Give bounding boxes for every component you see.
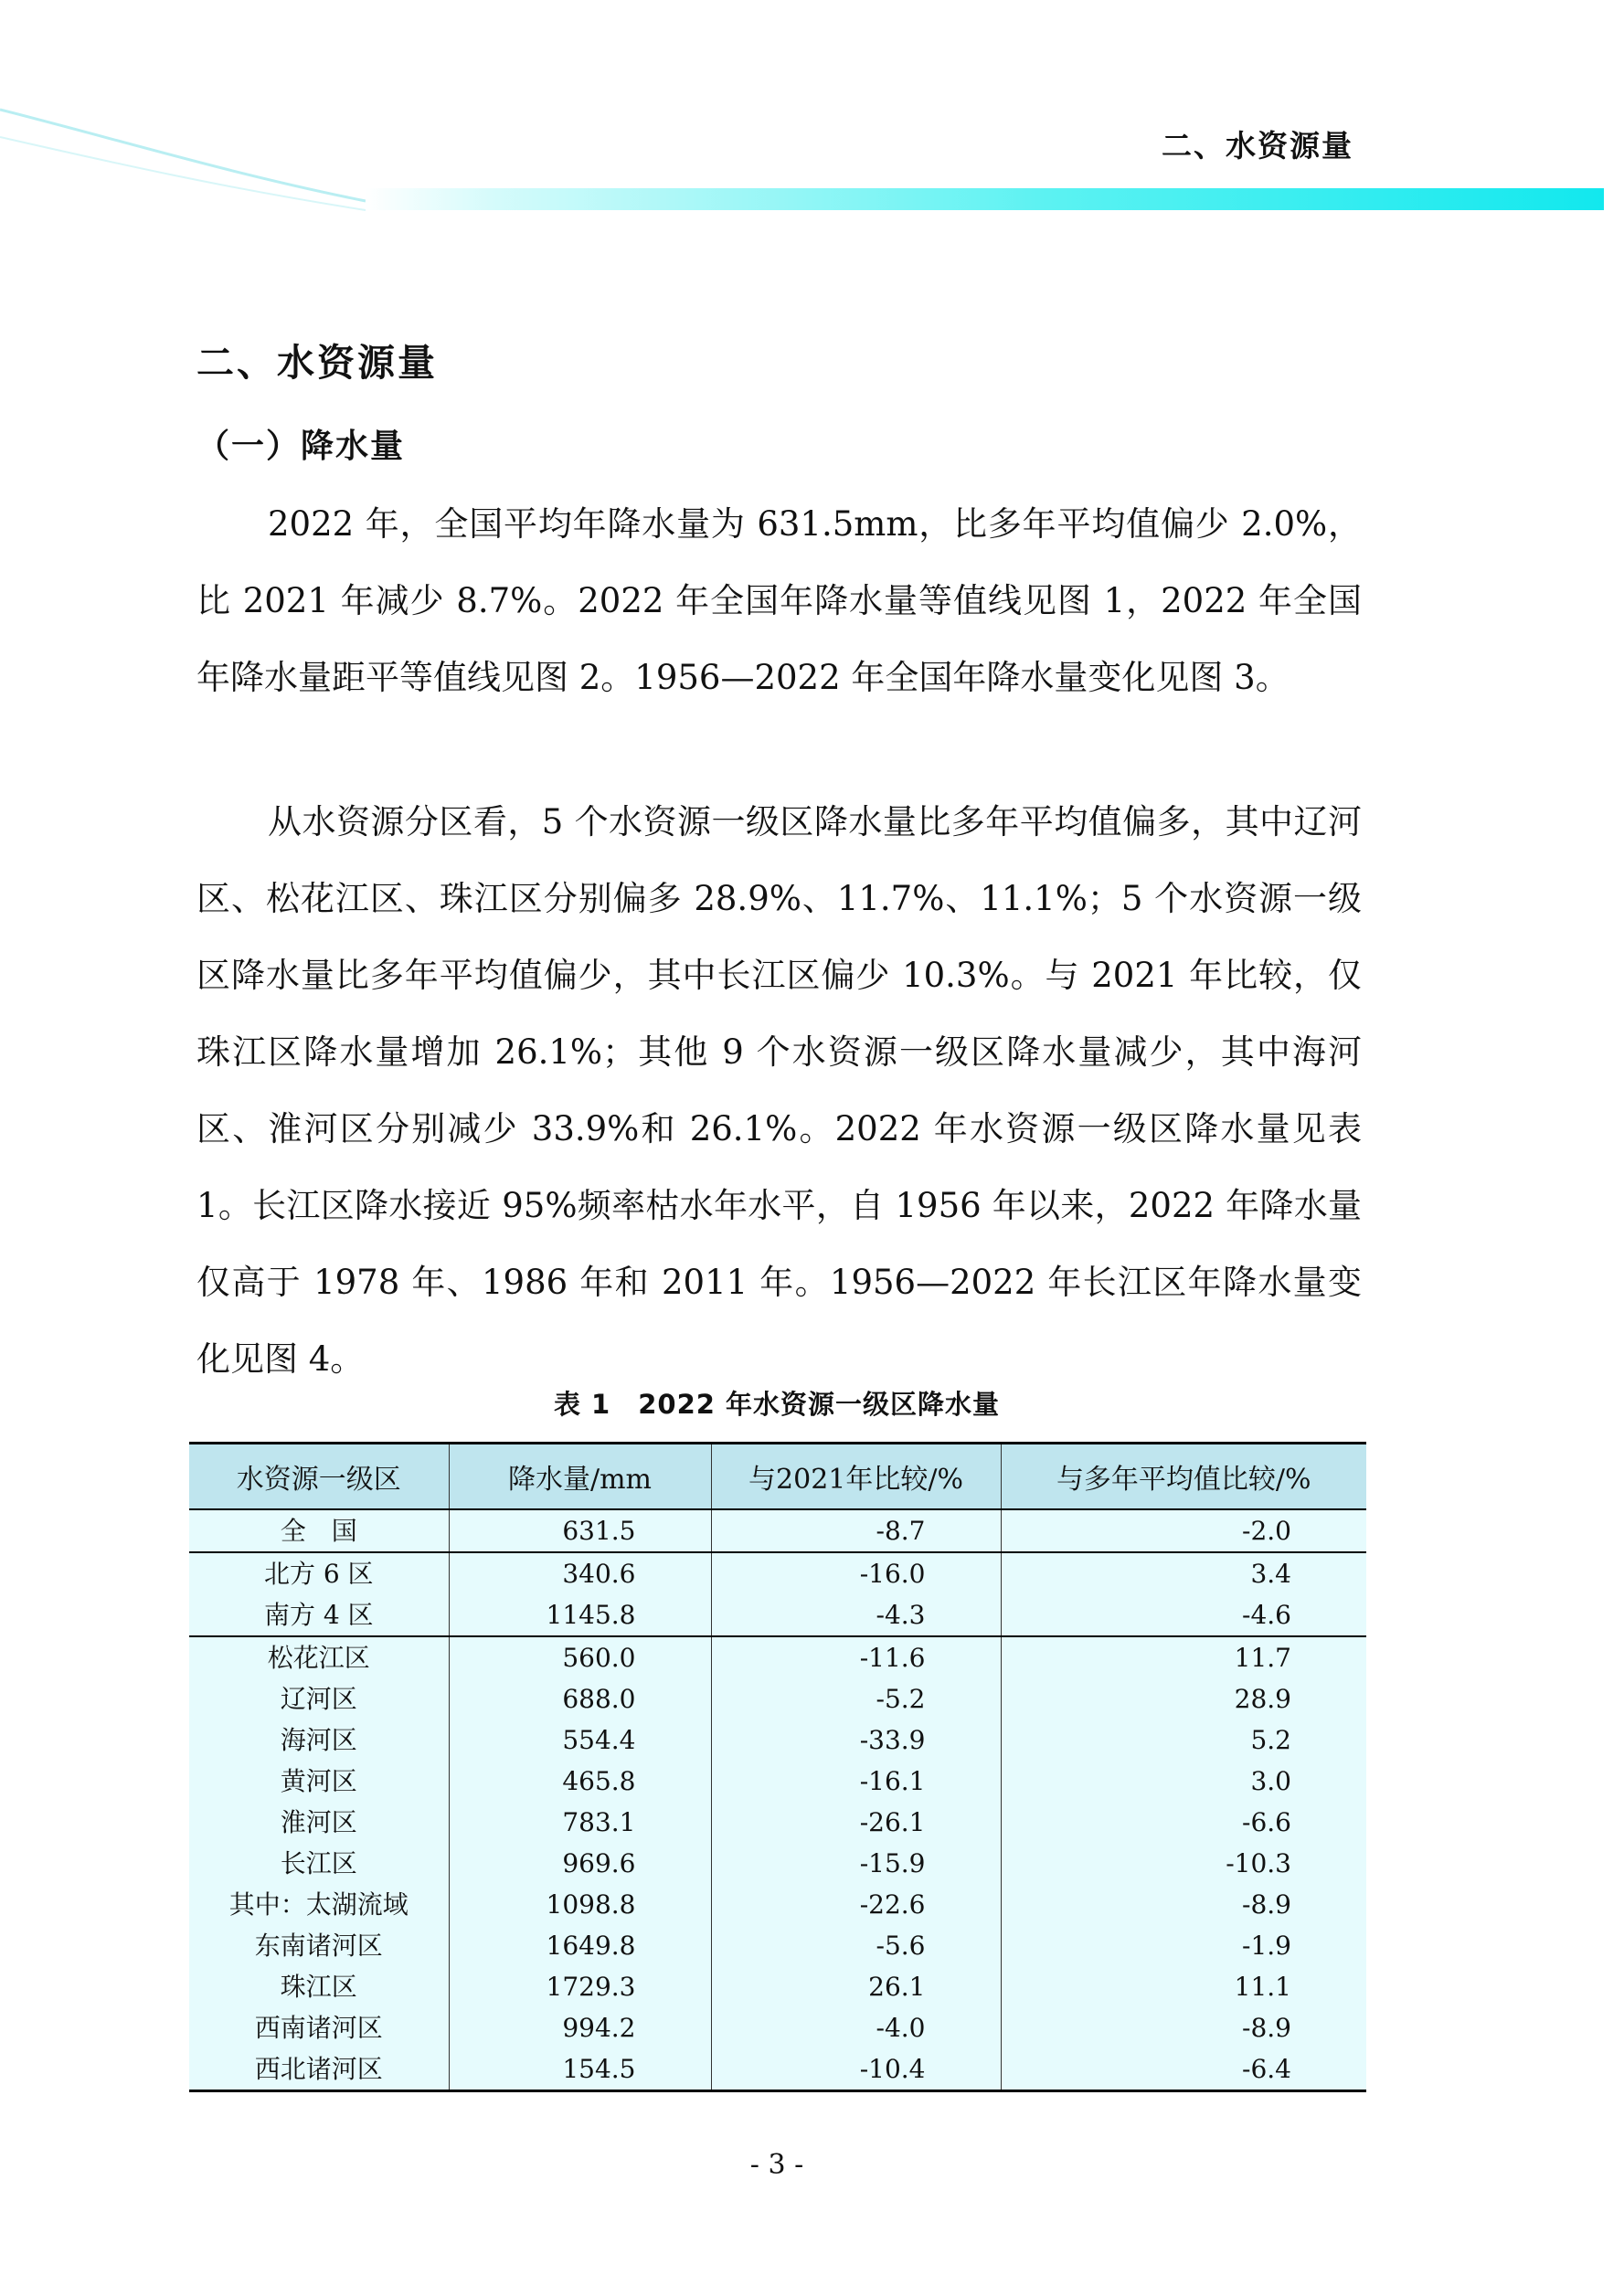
decorative-curve-lines xyxy=(0,0,384,219)
vs-average-cell: 3.0 xyxy=(1001,1761,1366,1802)
region-cell: 黄河区 xyxy=(189,1761,449,1802)
vs-2021-cell: -26.1 xyxy=(711,1802,1001,1843)
table-caption: 表 1 2022 年水资源一级区降水量 xyxy=(553,1389,1001,1420)
column-header-region: 水资源一级区 xyxy=(189,1444,449,1510)
paragraph-regional-precipitation: 从水资源分区看，5 个水资源一级区降水量比多年平均值偏多，其中辽河区、松花江区、珠江区分别偏多 28.9%、11.7%、11.1%；5 个水资源一级区降水量比多年平均值偏少，其中长江区偏少 10.3%。与 2021 年比较，仅珠江区降水量增加 26.1%；其他 9 个水资源一级区降水量减少，其中海河区、淮河区分别减少 33.9%和 26.1%。2022 年水资源一级区降水量见表 1。长江区降水接近 95%频率枯水年水平，自 1956 年以来，2022 年降水量仅高于 1978 年、1986 年和 2011 年。1956—2022 年长江区年降水量变化见图 4。 xyxy=(196,802,1362,1379)
region-cell: 辽河区 xyxy=(189,1678,449,1719)
table-row xyxy=(189,1884,1366,1925)
vs-2021-cell: -15.9 xyxy=(711,1843,1001,1884)
table-header-row xyxy=(189,1444,1366,1510)
vs-average-cell: -10.3 xyxy=(1001,1843,1366,1884)
region-cell: 珠江区 xyxy=(189,1966,449,2007)
precipitation-cell: 154.5 xyxy=(449,2048,711,2091)
page-number: - 3 - xyxy=(749,2149,804,2181)
table-row xyxy=(189,1678,1366,1719)
table-row xyxy=(189,1509,1366,1552)
vs-2021-cell: -16.0 xyxy=(711,1552,1001,1594)
precipitation-cell: 1649.8 xyxy=(449,1925,711,1966)
vs-2021-cell: -4.0 xyxy=(711,2007,1001,2048)
region-cell: 西北诸河区 xyxy=(189,2048,449,2091)
vs-2021-cell: -22.6 xyxy=(711,1884,1001,1925)
precipitation-cell: 969.6 xyxy=(449,1843,711,1884)
section-title: 二、水资源量 xyxy=(196,341,438,385)
region-cell: 其中：太湖流域 xyxy=(189,1884,449,1925)
vs-average-cell: -1.9 xyxy=(1001,1925,1366,1966)
vs-2021-cell: -8.7 xyxy=(711,1509,1001,1552)
vs-average-cell: 11.7 xyxy=(1001,1636,1366,1678)
table-row xyxy=(189,2007,1366,2048)
precipitation-cell: 554.4 xyxy=(449,1719,711,1761)
table-row xyxy=(189,1594,1366,1636)
header-accent-bar xyxy=(366,188,1604,210)
precipitation-cell: 688.0 xyxy=(449,1678,711,1719)
precipitation-cell: 1098.8 xyxy=(449,1884,711,1925)
precipitation-cell: 1145.8 xyxy=(449,1594,711,1636)
table-row xyxy=(189,1552,1366,1594)
column-header-vs-average: 与多年平均值比较/% xyxy=(1001,1444,1366,1510)
region-cell: 北方 6 区 xyxy=(189,1552,449,1594)
precipitation-cell: 465.8 xyxy=(449,1761,711,1802)
vs-average-cell: 5.2 xyxy=(1001,1719,1366,1761)
precipitation-table xyxy=(189,1442,1366,2092)
precipitation-cell: 340.6 xyxy=(449,1552,711,1594)
running-header: 二、水资源量 xyxy=(1162,128,1353,164)
precipitation-cell: 783.1 xyxy=(449,1802,711,1843)
vs-2021-cell: -11.6 xyxy=(711,1636,1001,1678)
table-row xyxy=(189,2048,1366,2091)
precipitation-cell: 1729.3 xyxy=(449,1966,711,2007)
region-cell: 东南诸河区 xyxy=(189,1925,449,1966)
region-cell: 海河区 xyxy=(189,1719,449,1761)
region-cell: 南方 4 区 xyxy=(189,1594,449,1636)
region-cell: 西南诸河区 xyxy=(189,2007,449,2048)
vs-average-cell: -8.9 xyxy=(1001,2007,1366,2048)
region-cell: 长江区 xyxy=(189,1843,449,1884)
vs-2021-cell: -33.9 xyxy=(711,1719,1001,1761)
region-cell: 全 国 xyxy=(189,1509,449,1552)
table-row xyxy=(189,1802,1366,1843)
region-cell: 松花江区 xyxy=(189,1636,449,1678)
vs-2021-cell: 26.1 xyxy=(711,1966,1001,2007)
vs-average-cell: -8.9 xyxy=(1001,1884,1366,1925)
vs-average-cell: -2.0 xyxy=(1001,1509,1366,1552)
table-row xyxy=(189,1636,1366,1678)
vs-2021-cell: -5.2 xyxy=(711,1678,1001,1719)
table-row xyxy=(189,1843,1366,1884)
region-cell: 淮河区 xyxy=(189,1802,449,1843)
vs-average-cell: 11.1 xyxy=(1001,1966,1366,2007)
vs-2021-cell: -16.1 xyxy=(711,1761,1001,1802)
vs-2021-cell: -5.6 xyxy=(711,1925,1001,1966)
table-row xyxy=(189,1719,1366,1761)
vs-2021-cell: -4.3 xyxy=(711,1594,1001,1636)
column-header-vs-2021: 与2021年比较/% xyxy=(711,1444,1001,1510)
vs-average-cell: -6.4 xyxy=(1001,2048,1366,2091)
vs-2021-cell: -10.4 xyxy=(711,2048,1001,2091)
sub-section-title: （一）降水量 xyxy=(196,428,406,465)
vs-average-cell: 3.4 xyxy=(1001,1552,1366,1594)
precipitation-cell: 994.2 xyxy=(449,2007,711,2048)
column-header-precipitation: 降水量/mm xyxy=(449,1444,711,1510)
vs-average-cell: -4.6 xyxy=(1001,1594,1366,1636)
precipitation-cell: 560.0 xyxy=(449,1636,711,1678)
vs-average-cell: 28.9 xyxy=(1001,1678,1366,1719)
paragraph-national-precipitation: 2022 年，全国平均年降水量为 631.5mm，比多年平均值偏少 2.0%，比 2021 年减少 8.7%。2022 年全国年降水量等值线见图 1，2022 年全国年降水量距平等值线见图 2。1956—2022 年全国年降水量变化见图 3。 xyxy=(196,504,1362,697)
precipitation-cell: 631.5 xyxy=(449,1509,711,1552)
table-row xyxy=(189,1925,1366,1966)
table-row xyxy=(189,1966,1366,2007)
table-row xyxy=(189,1761,1366,1802)
vs-average-cell: -6.6 xyxy=(1001,1802,1366,1843)
